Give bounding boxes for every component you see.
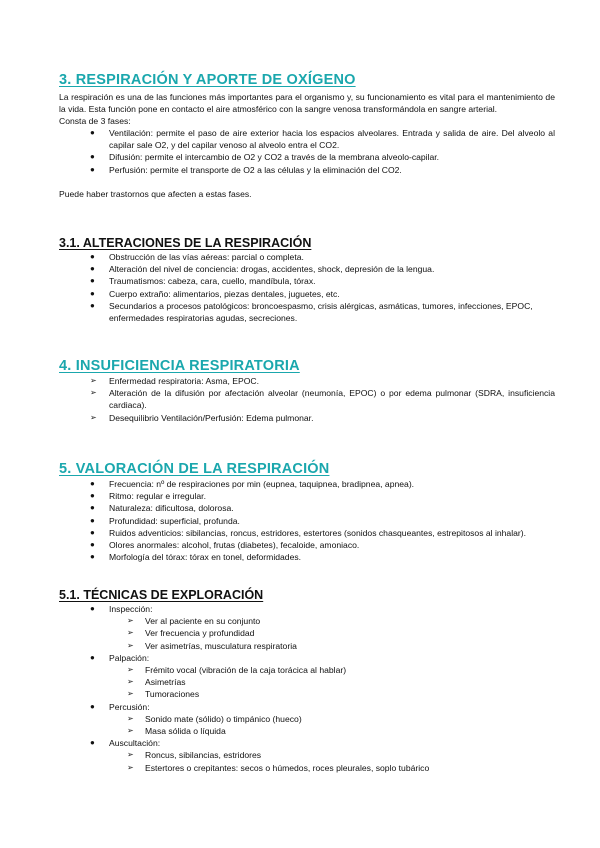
arrow-icon: ➢ xyxy=(90,412,97,422)
list-item: ➢ Sonido mate (sólido) o timpánico (hueco) xyxy=(127,713,302,724)
section-5 xyxy=(59,460,555,563)
list-item: ● Ritmo: regular e irregular. xyxy=(90,491,206,502)
arrow-icon: ➢ xyxy=(127,640,134,650)
list-item: ● Cuerpo extraño: alimentarios, piezas dentales, juguetes, etc. xyxy=(90,288,340,299)
bullet-icon: ● xyxy=(90,276,95,286)
arrow-icon: ➢ xyxy=(127,689,134,699)
list-item: ➢ Asimetrías xyxy=(127,677,186,688)
list-item: ● Ruidos adventicios: sibilancias, roncus, estridores, estertores (sonidos chasqueantes, estrepitosos al inhalar). xyxy=(90,527,527,538)
section-4-title: 4. INSUFICIENCIA RESPIRATORIA xyxy=(59,358,300,374)
section-4 xyxy=(59,357,555,424)
list-item: ➢ Enfermedad respiratoria: Asma, EPOC. xyxy=(90,376,259,386)
assessment-list xyxy=(59,478,555,563)
section-5-title: 5. VALORACIÓN DE LA RESPIRACIÓN xyxy=(59,461,330,477)
phases-label: Consta de 3 fases: xyxy=(59,116,131,126)
bullet-icon: ● xyxy=(90,288,95,298)
list-item: ● Difusión: permite el intercambio de O2 y CO2 a través de la membrana alveolo-capilar. xyxy=(90,152,440,163)
list-item: ➢ Roncus, sibilancias, estridores xyxy=(127,750,262,761)
arrow-icon: ➢ xyxy=(90,388,97,398)
list-item: ● Traumatismos: cabeza, cara, cuello, mandíbula, tórax. xyxy=(90,276,316,287)
list-item: ● Perfusión: permite el transporte de O2 a las células y la eliminación del CO2. xyxy=(90,164,402,175)
section-3-intro: La respiración es una de las funciones más importantes para el organismo y, su funcionamiento es vital para el mantenimiento de la vida. Esta función pone en contacto el aire atmosférico con la sangre venosa transformándola en sangre arterial. xyxy=(59,92,555,114)
list-item: ➢ Alteración de la difusión por afectación alveolar (neumonía, EPOC) o por edema pulmonar (SDRA, insuficiencia cardiaca). xyxy=(90,388,555,411)
list-item: ● Secundarios a procesos patológicos: broncoespasmo, crisis alérgicas, asmáticas, tumores, infecciones, EPOC, enfermedades respiratorias agudas, secreciones. xyxy=(90,300,533,324)
insufficiency-list xyxy=(59,375,555,424)
arrow-icon: ➢ xyxy=(127,726,134,736)
bullet-icon: ● xyxy=(90,300,95,310)
list-item: ➢ Tumoraciones xyxy=(127,689,200,700)
list-item: ● Ventilación: permite el paso de aire exterior hacia los espacios alveolares. Entrada y salida de aire. Del alveolo al capilar sale O2, y del capilar venoso al alveolo entra el CO2. xyxy=(90,128,555,151)
list-item: ● Olores anormales: alcohol, frutas (diabetes), fecaloide, amoniaco. xyxy=(90,540,360,551)
list-item: ● Obstrucción de las vías aéreas: parcial o completa. xyxy=(90,252,304,262)
bullet-icon: ● xyxy=(90,479,95,488)
arrow-icon: ➢ xyxy=(127,750,134,760)
bullet-icon: ● xyxy=(90,540,95,550)
section-3-1-title: 3.1. ALTERACIONES DE LA RESPIRACIÓN xyxy=(59,236,312,250)
list-item: ➢ Ver al paciente en su conjunto xyxy=(127,616,261,627)
section-5-1 xyxy=(59,587,555,774)
list-item: ➢ Desequilibrio Ventilación/Perfusión: Edema pulmonar. xyxy=(90,412,314,423)
techniques-list xyxy=(59,603,555,774)
phases-list xyxy=(59,127,555,176)
list-item: ➢ Masa sólida o líquida xyxy=(127,726,226,737)
bullet-icon: ● xyxy=(90,152,95,162)
list-item: ● Frecuencia: nº de respiraciones por min (eupnea, taquipnea, bradipnea, apnea). xyxy=(90,479,415,489)
arrow-icon: ➢ xyxy=(127,665,134,675)
arrow-icon: ➢ xyxy=(127,677,134,687)
section-3-title: 3. RESPIRACIÓN Y APORTE DE OXÍGENO xyxy=(59,72,356,88)
technique-group-label: ● Auscultación: xyxy=(90,738,161,749)
bullet-icon: ● xyxy=(90,491,95,501)
bullet-icon: ● xyxy=(90,503,95,513)
section-3-1 xyxy=(59,235,555,324)
list-item: ● Alteración del nivel de conciencia: drogas, accidentes, shock, depresión de la lengua. xyxy=(90,264,435,275)
bullet-icon: ● xyxy=(90,264,95,274)
alterations-list xyxy=(59,251,555,324)
bullet-icon: ● xyxy=(90,552,95,562)
technique-group-label: ● Palpación: xyxy=(90,652,150,663)
bullet-icon: ● xyxy=(90,515,95,525)
technique-group-label: ● Percusión: xyxy=(90,701,150,712)
list-item: ● Morfología del tórax: tórax en tonel, deformidades. xyxy=(90,552,302,563)
bullet-icon: ● xyxy=(90,604,95,613)
list-item: ➢ Ver asimetrías, musculatura respiratoria xyxy=(127,640,297,651)
arrow-icon: ➢ xyxy=(127,628,134,638)
bullet-icon: ● xyxy=(90,252,95,261)
arrow-icon: ➢ xyxy=(127,616,134,626)
list-item: ● Profundidad: superficial, profunda. xyxy=(90,515,240,526)
bullet-icon: ● xyxy=(90,128,95,137)
bullet-icon: ● xyxy=(90,652,95,662)
bullet-icon: ● xyxy=(90,701,95,711)
section-3-note: Puede haber trastornos que afecten a estas fases. xyxy=(59,188,252,199)
bullet-icon: ● xyxy=(90,738,95,748)
section-5-1-title: 5.1. TÉCNICAS DE EXPLORACIÓN xyxy=(59,588,264,602)
arrow-icon: ➢ xyxy=(90,376,97,385)
arrow-icon: ➢ xyxy=(127,713,134,723)
list-item: ● Naturaleza: dificultosa, dolorosa. xyxy=(90,503,234,514)
arrow-icon: ➢ xyxy=(127,762,134,772)
technique-group-label: ● Inspección: xyxy=(90,604,153,614)
bullet-icon: ● xyxy=(90,527,95,537)
list-item: ➢ Estertores o crepitantes: secos o húmedos, roces pleurales, soplo tubárico xyxy=(127,762,430,773)
list-item: ➢ Ver frecuencia y profundidad xyxy=(127,628,255,639)
list-item: ➢ Frémito vocal (vibración de la caja torácica al hablar) xyxy=(127,665,347,676)
bullet-icon: ● xyxy=(90,164,95,174)
section-3 xyxy=(59,71,555,200)
